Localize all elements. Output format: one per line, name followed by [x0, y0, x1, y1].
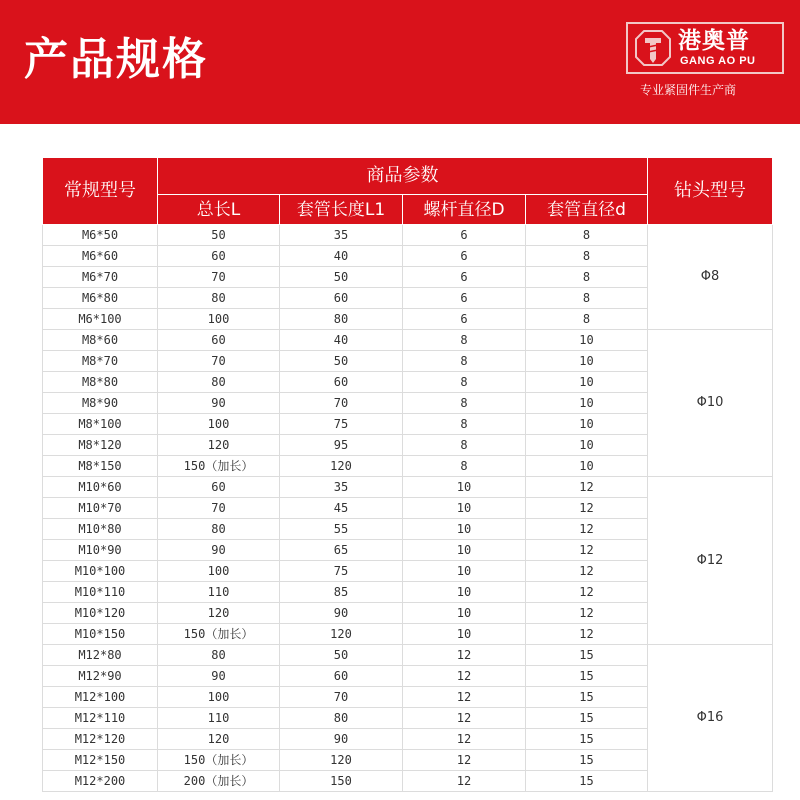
brand-name-cn: 港奥普	[678, 28, 750, 54]
cell-screw-diameter: 10	[403, 540, 526, 561]
cell-model: M10*150	[43, 624, 158, 645]
cell-sleeve-diameter: 15	[526, 645, 648, 666]
cell-screw-diameter: 8	[403, 330, 526, 351]
cell-model: M8*90	[43, 393, 158, 414]
cell-screw-diameter: 10	[403, 582, 526, 603]
cell-drill-size: Φ8	[648, 225, 773, 330]
cell-sleeve-length: 85	[280, 582, 403, 603]
cell-total-length: 100	[158, 687, 280, 708]
cell-screw-diameter: 12	[403, 708, 526, 729]
cell-total-length: 200（加长）	[158, 771, 280, 792]
header-sleeve-diameter: 套管直径d	[526, 195, 648, 225]
cell-screw-diameter: 12	[403, 666, 526, 687]
cell-screw-diameter: 12	[403, 750, 526, 771]
header-drill: 钻头型号	[648, 158, 773, 225]
cell-sleeve-diameter: 10	[526, 456, 648, 477]
cell-sleeve-diameter: 15	[526, 687, 648, 708]
table-row	[43, 477, 773, 498]
cell-total-length: 100	[158, 561, 280, 582]
cell-screw-diameter: 6	[403, 309, 526, 330]
cell-model: M12*100	[43, 687, 158, 708]
cell-screw-diameter: 10	[403, 498, 526, 519]
cell-sleeve-length: 120	[280, 750, 403, 771]
cell-sleeve-diameter: 10	[526, 330, 648, 351]
cell-sleeve-length: 60	[280, 666, 403, 687]
cell-model: M8*150	[43, 456, 158, 477]
cell-total-length: 120	[158, 603, 280, 624]
cell-model: M8*120	[43, 435, 158, 456]
cell-sleeve-diameter: 15	[526, 750, 648, 771]
cell-total-length: 120	[158, 435, 280, 456]
cell-sleeve-diameter: 15	[526, 708, 648, 729]
cell-total-length: 50	[158, 225, 280, 246]
cell-screw-diameter: 8	[403, 414, 526, 435]
cell-sleeve-diameter: 8	[526, 288, 648, 309]
cell-model: M10*80	[43, 519, 158, 540]
cell-sleeve-length: 80	[280, 708, 403, 729]
cell-sleeve-diameter: 12	[526, 603, 648, 624]
cell-sleeve-diameter: 10	[526, 435, 648, 456]
cell-sleeve-diameter: 12	[526, 624, 648, 645]
brand-name-en: GANG AO PU	[680, 55, 756, 67]
cell-total-length: 70	[158, 267, 280, 288]
cell-total-length: 100	[158, 309, 280, 330]
cell-drill-size: Φ16	[648, 645, 773, 792]
cell-model: M8*70	[43, 351, 158, 372]
cell-sleeve-diameter: 10	[526, 414, 648, 435]
cell-sleeve-length: 35	[280, 225, 403, 246]
cell-sleeve-length: 120	[280, 456, 403, 477]
cell-screw-diameter: 6	[403, 288, 526, 309]
cell-model: M6*60	[43, 246, 158, 267]
cell-screw-diameter: 6	[403, 267, 526, 288]
cell-sleeve-diameter: 12	[526, 561, 648, 582]
cell-sleeve-diameter: 12	[526, 582, 648, 603]
cell-sleeve-length: 75	[280, 561, 403, 582]
cell-sleeve-diameter: 12	[526, 477, 648, 498]
cell-sleeve-length: 90	[280, 603, 403, 624]
cell-sleeve-length: 35	[280, 477, 403, 498]
cell-sleeve-diameter: 10	[526, 393, 648, 414]
cell-drill-size: Φ10	[648, 330, 773, 477]
cell-screw-diameter: 10	[403, 561, 526, 582]
cell-screw-diameter: 10	[403, 624, 526, 645]
header-params: 商品参数	[158, 158, 648, 195]
cell-sleeve-diameter: 8	[526, 246, 648, 267]
cell-total-length: 90	[158, 393, 280, 414]
header-sleeve-length: 套管长度L1	[280, 195, 403, 225]
cell-model: M12*200	[43, 771, 158, 792]
cell-sleeve-length: 50	[280, 267, 403, 288]
table-row	[43, 225, 773, 246]
cell-model: M12*90	[43, 666, 158, 687]
spec-table-body	[43, 225, 773, 792]
cell-total-length: 120	[158, 729, 280, 750]
page-title: 产品规格	[24, 34, 208, 85]
cell-model: M12*80	[43, 645, 158, 666]
header-total-length: 总长L	[158, 195, 280, 225]
cell-drill-size: Φ12	[648, 477, 773, 645]
cell-model: M10*70	[43, 498, 158, 519]
cell-screw-diameter: 10	[403, 519, 526, 540]
cell-sleeve-length: 60	[280, 372, 403, 393]
cell-model: M12*120	[43, 729, 158, 750]
table-row	[43, 645, 773, 666]
cell-sleeve-diameter: 8	[526, 225, 648, 246]
cell-total-length: 90	[158, 666, 280, 687]
cell-total-length: 150（加长）	[158, 456, 280, 477]
cell-total-length: 80	[158, 372, 280, 393]
cell-model: M10*90	[43, 540, 158, 561]
cell-sleeve-diameter: 12	[526, 498, 648, 519]
cell-sleeve-length: 50	[280, 645, 403, 666]
cell-sleeve-length: 65	[280, 540, 403, 561]
cell-sleeve-diameter: 8	[526, 309, 648, 330]
cell-screw-diameter: 8	[403, 393, 526, 414]
cell-sleeve-diameter: 8	[526, 267, 648, 288]
screw-logo-icon	[634, 29, 672, 67]
cell-total-length: 60	[158, 246, 280, 267]
cell-sleeve-diameter: 10	[526, 372, 648, 393]
cell-total-length: 70	[158, 351, 280, 372]
cell-sleeve-length: 55	[280, 519, 403, 540]
table-row	[43, 330, 773, 351]
cell-screw-diameter: 8	[403, 435, 526, 456]
cell-sleeve-length: 60	[280, 288, 403, 309]
cell-model: M10*100	[43, 561, 158, 582]
cell-total-length: 80	[158, 288, 280, 309]
cell-sleeve-diameter: 10	[526, 351, 648, 372]
cell-total-length: 110	[158, 582, 280, 603]
cell-sleeve-diameter: 15	[526, 729, 648, 750]
cell-sleeve-length: 90	[280, 729, 403, 750]
cell-model: M10*120	[43, 603, 158, 624]
cell-total-length: 150（加长）	[158, 624, 280, 645]
cell-model: M6*80	[43, 288, 158, 309]
cell-screw-diameter: 12	[403, 687, 526, 708]
cell-model: M8*60	[43, 330, 158, 351]
cell-sleeve-length: 120	[280, 624, 403, 645]
cell-total-length: 100	[158, 414, 280, 435]
cell-model: M8*80	[43, 372, 158, 393]
spec-table-header	[43, 158, 773, 225]
spec-table	[42, 157, 773, 792]
cell-sleeve-diameter: 12	[526, 519, 648, 540]
cell-total-length: 150（加长）	[158, 750, 280, 771]
cell-total-length: 80	[158, 519, 280, 540]
cell-sleeve-length: 45	[280, 498, 403, 519]
cell-sleeve-length: 80	[280, 309, 403, 330]
cell-screw-diameter: 8	[403, 351, 526, 372]
cell-screw-diameter: 6	[403, 246, 526, 267]
cell-model: M10*60	[43, 477, 158, 498]
cell-model: M6*50	[43, 225, 158, 246]
cell-screw-diameter: 10	[403, 603, 526, 624]
cell-model: M12*150	[43, 750, 158, 771]
cell-sleeve-length: 40	[280, 330, 403, 351]
cell-model: M10*110	[43, 582, 158, 603]
cell-total-length: 90	[158, 540, 280, 561]
cell-sleeve-diameter: 15	[526, 771, 648, 792]
cell-screw-diameter: 8	[403, 456, 526, 477]
cell-sleeve-length: 70	[280, 687, 403, 708]
cell-screw-diameter: 12	[403, 771, 526, 792]
cell-screw-diameter: 12	[403, 645, 526, 666]
cell-sleeve-length: 75	[280, 414, 403, 435]
header-screw-diameter: 螺杆直径D	[403, 195, 526, 225]
cell-model: M6*100	[43, 309, 158, 330]
cell-sleeve-length: 40	[280, 246, 403, 267]
header-model: 常规型号	[43, 158, 158, 225]
cell-total-length: 70	[158, 498, 280, 519]
cell-screw-diameter: 8	[403, 372, 526, 393]
cell-total-length: 80	[158, 645, 280, 666]
title-banner	[0, 0, 800, 124]
cell-total-length: 60	[158, 477, 280, 498]
brand-slogan: 专业紧固件生产商	[640, 83, 737, 97]
cell-screw-diameter: 10	[403, 477, 526, 498]
cell-sleeve-length: 95	[280, 435, 403, 456]
cell-sleeve-length: 50	[280, 351, 403, 372]
cell-model: M8*100	[43, 414, 158, 435]
cell-sleeve-diameter: 12	[526, 540, 648, 561]
cell-sleeve-diameter: 15	[526, 666, 648, 687]
cell-total-length: 110	[158, 708, 280, 729]
cell-sleeve-length: 70	[280, 393, 403, 414]
cell-model: M12*110	[43, 708, 158, 729]
cell-screw-diameter: 12	[403, 729, 526, 750]
cell-sleeve-length: 150	[280, 771, 403, 792]
brand-logo	[626, 22, 784, 74]
cell-model: M6*70	[43, 267, 158, 288]
cell-total-length: 60	[158, 330, 280, 351]
cell-screw-diameter: 6	[403, 225, 526, 246]
